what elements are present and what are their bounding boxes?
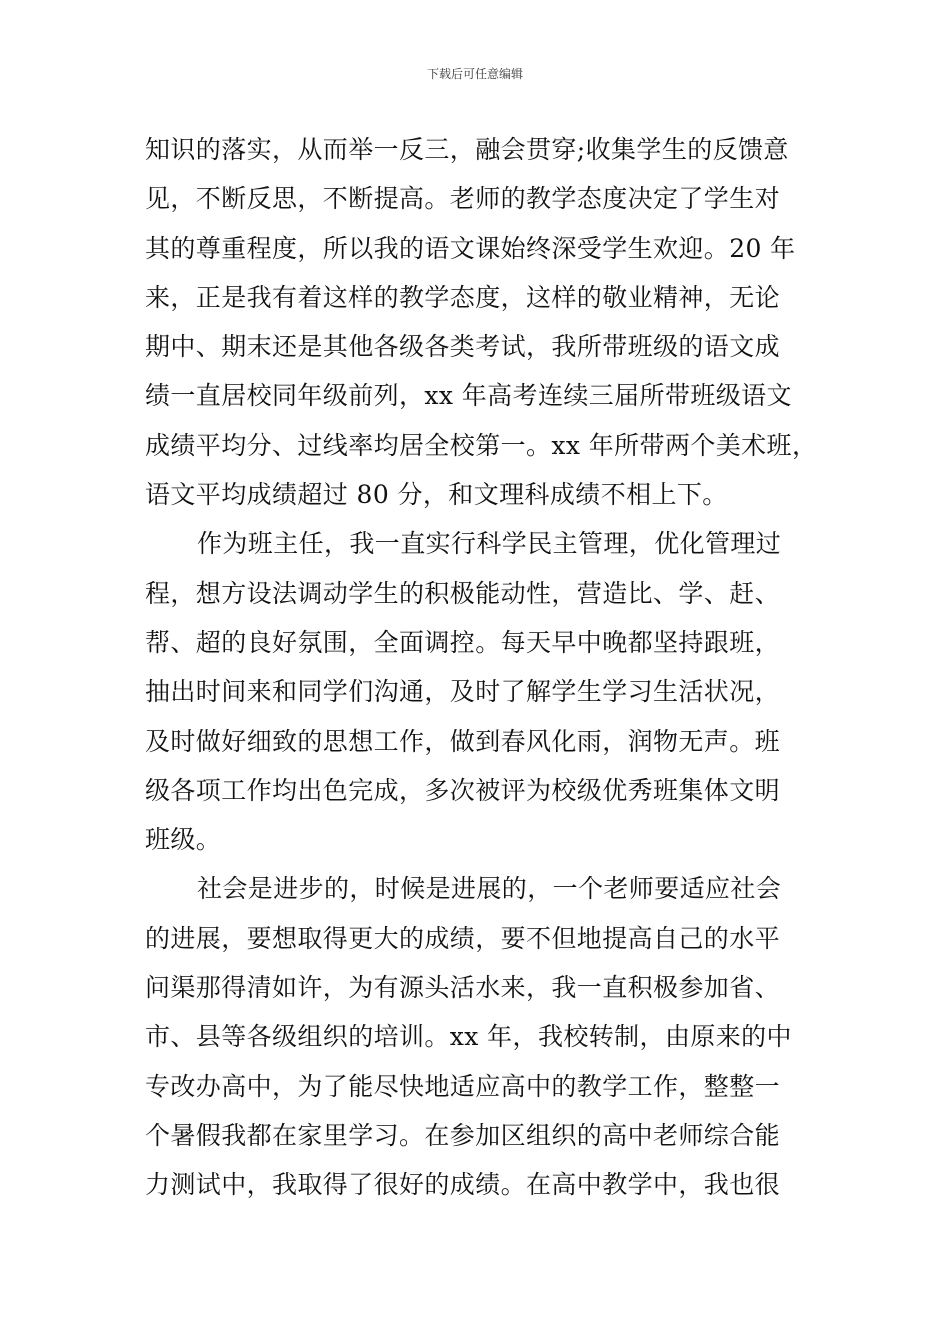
text-line: 市、县等各级组织的培训。xx 年，我校转制，由原来的中 bbox=[145, 1022, 792, 1052]
text-line: 绩一直居校同年级前列，xx 年高考连续三届所带班级语文 bbox=[145, 381, 792, 411]
paragraph bbox=[145, 130, 818, 524]
text-line: 期中、期末还是其他各级各类考试，我所带班级的语文成 bbox=[145, 332, 781, 362]
text-line: 见，不断反思，不断提高。老师的教学态度决定了学生对 bbox=[145, 184, 781, 214]
text-line: 语文平均成绩超过 80 分，和文理科成绩不相上下。 bbox=[145, 480, 728, 510]
text-line: 力测试中，我取得了很好的成绩。在高中教学中，我也很 bbox=[145, 1170, 781, 1200]
text-line: 成绩平均分、过线率均居全校第一。xx 年所带两个美术班， bbox=[145, 430, 818, 460]
text-line: 问渠那得清如许，为有源头活水来，我一直积极参加省、 bbox=[145, 973, 781, 1003]
paragraph bbox=[145, 869, 810, 1214]
text-line: 级各项工作均出色完成，多次被评为校级优秀班集体文明 bbox=[145, 775, 781, 805]
text-line: 班级。 bbox=[145, 825, 222, 855]
text-line: 专改办高中，为了能尽快地适应高中的教学工作，整整一 bbox=[145, 1071, 781, 1101]
text-line: 抽出时间来和同学们沟通，及时了解学生学习生活状况， bbox=[145, 677, 781, 707]
text-line: 社会是进步的，时候是进展的，一个老师要适应社会 bbox=[197, 874, 782, 904]
document-body bbox=[145, 130, 818, 1215]
text-line: 个暑假我都在家里学习。在参加区组织的高中老师综合能 bbox=[145, 1120, 781, 1150]
text-line: 程，想方设法调动学生的积极能动性，营造比、学、赶、 bbox=[145, 578, 781, 608]
text-line: 的进展，要想取得更大的成绩，要不但地提高自己的水平 bbox=[145, 923, 781, 953]
text-line: 帮、超的良好氛围，全面调控。每天早中晚都坚持跟班， bbox=[145, 627, 781, 657]
text-line: 其的尊重程度，所以我的语文课始终深受学生欢迎。20 年 bbox=[145, 233, 796, 263]
text-line: 来，正是我有着这样的教学态度，这样的敬业精神，无论 bbox=[145, 282, 781, 312]
page-header: 下载后可任意编辑 bbox=[426, 67, 523, 81]
paragraph bbox=[145, 524, 810, 869]
text-line: 及时做好细致的思想工作，做到春风化雨，润物无声。班 bbox=[145, 726, 781, 756]
text-line: 知识的落实，从而举一反三，融会贯穿;收集学生的反馈意 bbox=[145, 135, 789, 164]
text-line: 作为班主任，我一直实行科学民主管理，优化管理过 bbox=[197, 529, 782, 559]
